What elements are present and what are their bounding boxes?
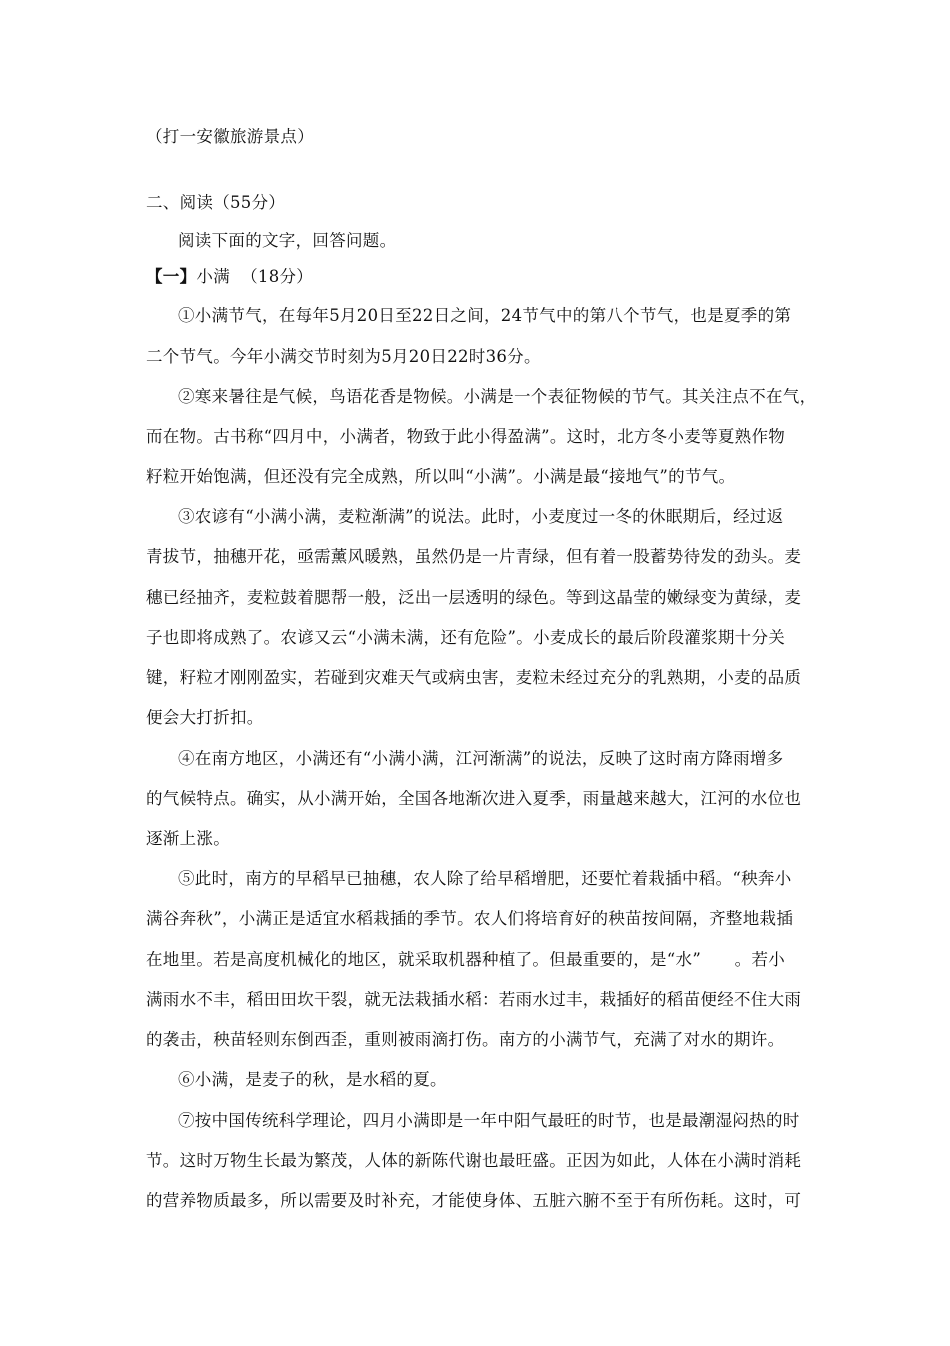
paragraph-line: 青拔节，抽穗开花，亟需薰风暖熟，虽然仍是一片青绿，但有着一股蓄势待发的劲头。麦 — [146, 547, 802, 566]
article-title: 小满 — [196, 267, 231, 286]
paragraph-line: ⑤此时，南方的早稻早已抽穗，农人除了给早稻增肥，还要忙着栽插中稻。“秧奔小 — [178, 869, 792, 888]
paragraph-line: 而在物。古书称“四月中，小满者，物致于此小得盈满”。这时，北方冬小麦等夏熟作物 — [146, 427, 786, 446]
instruction: 阅读下面的文字，回答问题。 — [178, 231, 397, 250]
paragraph-line: ③农谚有“小满小满，麦粒渐满”的说法。此时，小麦度过一冬的休眠期后，经过返 — [178, 507, 784, 526]
section-heading: 二、阅读（55分） — [146, 193, 286, 212]
paragraph-line: 的袭击，秧苗轻则东倒西歪，重则被雨滴打伤。南方的小满节气，充满了对水的期许。 — [146, 1030, 785, 1049]
paragraph-line: 便会大打折扣。 — [146, 708, 264, 727]
paragraph-line: 节。这时万物生长最为繁茂，人体的新陈代谢也最旺盛。正因为如此，人体在小满时消耗 — [146, 1151, 802, 1170]
paragraph-line: 满谷奔秋”，小满正是适宜水稻栽插的季节。农人们将培育好的秧苗按间隔，齐整地栽插 — [146, 909, 794, 928]
paragraph-line: 二个节气。今年小满交节时刻为5月20日22时36分。 — [146, 347, 541, 366]
paragraph-line: 穗已经抽齐，麦粒鼓着腮帮一般，泛出一层透明的绿色。等到这晶莹的嫩绿变为黄绿，麦 — [146, 588, 802, 607]
paragraph-line: 逐渐上涨。 — [146, 829, 230, 848]
paragraph-line: ④在南方地区，小满还有“小满小满，江河渐满”的说法，反映了这时南方降雨增多 — [178, 749, 784, 768]
paragraph-line: 的气候特点。确实，从小满开始，全国各地渐次进入夏季，雨量越来越大，江河的水位也 — [146, 789, 802, 808]
paragraph-line: 的营养物质最多，所以需要及时补充，才能使身体、五脏六腑不至于有所伤耗。这时，可 — [146, 1191, 802, 1210]
paragraph-line: 在地里。若是高度机械化的地区，就采取机器种植了。但最重要的，是“水” 。若小 — [146, 950, 786, 969]
paragraph-line: ⑦按中国传统科学理论，四月小满即是一年中阳气最旺的时节，也是最潮湿闷热的时 — [178, 1111, 800, 1130]
paragraph-line: ①小满节气，在每年5月20日至22日之间，24节气中的第八个节气，也是夏季的第 — [178, 306, 792, 325]
paragraph-line: 籽粒开始饱满，但还没有完全成熟，所以叫“小满”。小满是最“接地气”的节气。 — [146, 467, 736, 486]
article-label: 【一】 — [146, 267, 197, 286]
paragraph-line: ②寒来暑往是气候，鸟语花香是物候。小满是一个表征物候的节气。其关注点不在气， — [178, 387, 817, 406]
paragraph-line: 满雨水不丰，稻田田坎干裂，就无法栽插水稻：若雨水过丰，栽插好的稻苗便经不住大雨 — [146, 990, 802, 1009]
paragraph-line: 子也即将成熟了。农谚又云“小满未满，还有危险”。小麦成长的最后阶段灌浆期十分关 — [146, 628, 786, 647]
article-score: （18分） — [241, 267, 314, 286]
riddle-hint: （打一安徽旅游景点） — [146, 127, 314, 146]
article-heading — [146, 266, 816, 288]
paragraph-line: ⑥小满，是麦子的秋，是水稻的夏。 — [178, 1070, 447, 1089]
paragraph-line: 键，籽粒才刚刚盈实，若碰到灾难天气或病虫害，麦粒未经过充分的乳熟期，小麦的品质 — [146, 668, 802, 687]
